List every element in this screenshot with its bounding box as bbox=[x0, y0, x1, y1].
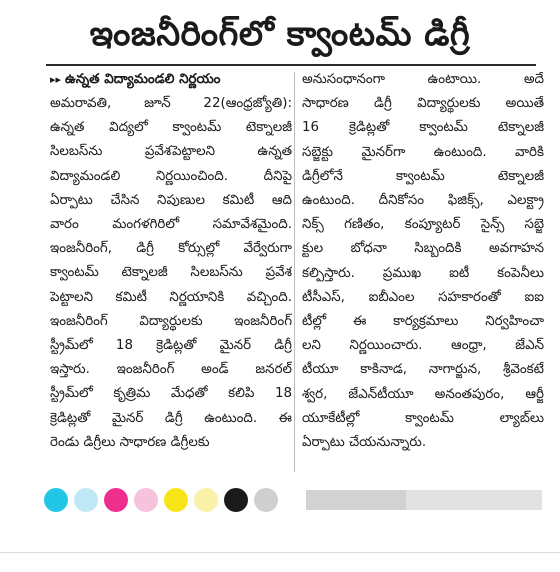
text-line: స్ట్రీమ్‌లో కృత్రిమ మేధతో కలిపి 18 bbox=[50, 386, 292, 402]
text-line: క్వాంటమ్ టెక్నాలజీ సిలబస్‌ను ప్రవేశ bbox=[50, 265, 292, 281]
color-swatch bbox=[224, 488, 248, 512]
text-line: వారం మంగళగిరిలో సమావేశమైంది. bbox=[50, 217, 292, 233]
left-column-text bbox=[50, 92, 292, 455]
text-line: అమరావతి, జూన్ 22(ఆంధ్రజ్యోతి): bbox=[50, 96, 292, 111]
color-swatch bbox=[254, 488, 278, 512]
text-line: ఉంటుంది. దీనికోసం ఫిజిక్స్, ఎలక్ట్రా bbox=[302, 193, 544, 209]
headline-rule bbox=[46, 64, 536, 66]
text-line: నిక్స్ గణితం, కంప్యూటర్ సైన్స్ సబ్జె bbox=[302, 217, 544, 233]
color-swatch bbox=[74, 488, 98, 512]
text-line: టీల్లో ఈ కార్యక్రమాలు నిర్వహించా bbox=[302, 314, 544, 330]
grey-bar-light bbox=[406, 490, 542, 510]
color-swatch-strip bbox=[44, 488, 278, 514]
text-line: పెట్టాలని కమిటీ నిర్ణయానికి వచ్చింది. bbox=[50, 289, 292, 305]
text-line: అనుసంధానంగా ఉంటాయి. అదే bbox=[302, 72, 544, 87]
grey-color-bar bbox=[306, 490, 542, 510]
text-line: క్రెడిట్లతో మైనర్ డిగ్రీ ఉంటుంది. ఈ bbox=[50, 410, 292, 426]
text-line: 16 క్రెడిట్లతో క్వాంటమ్ టెక్నాలజీ bbox=[302, 120, 544, 136]
double-arrow-icon: ▸▸ bbox=[50, 73, 62, 86]
text-line: టీయూ కాకినాడ, నాగార్జున, శ్రీవెంకటే bbox=[302, 362, 544, 378]
text-line: శ్వర, జేఎన్‌టీయూ అనంతపురం, ఆర్జీ bbox=[302, 386, 544, 402]
right-column bbox=[302, 68, 544, 455]
text-line: కల్పిస్తారు. ప్రముఖ ఐటీ కంపెనీలు bbox=[302, 265, 544, 281]
color-swatch bbox=[104, 488, 128, 512]
text-line: టీసీఎస్, ఐబీఎంల సహకారంతో ఐఐ bbox=[302, 289, 544, 305]
text-line: యూకేటీల్లో క్వాంటమ్ ల్యాబ్‌లు bbox=[302, 410, 544, 426]
right-column-text bbox=[302, 68, 544, 455]
text-line: ఇంజనీరింగ్ విద్యార్థులకు ఇంజనీరింగ్ bbox=[50, 313, 292, 329]
color-swatch bbox=[194, 488, 218, 512]
column-divider bbox=[294, 72, 295, 472]
left-column bbox=[50, 68, 292, 455]
bottom-edge-line bbox=[0, 552, 560, 553]
text-line: సిలబస్‌ను ప్రవేశపెట్టాలని ఉన్నత bbox=[50, 144, 292, 160]
headline: ఇంజనీరింగ్‌లో క్వాంటమ్ డిగ్రీ bbox=[89, 14, 471, 54]
grey-bar-dark bbox=[306, 490, 406, 510]
text-line: సాధారణ డిగ్రీ విద్యార్థులకు అయితే bbox=[302, 96, 544, 112]
text-line: ఇస్తారు. ఇంజనీరింగ్ అండ్ జనరల్ bbox=[50, 362, 292, 378]
text-line: క్టుల బోధనా సిబ్బందికి అవగాహన bbox=[302, 241, 544, 257]
subheading bbox=[50, 68, 292, 92]
color-swatch bbox=[134, 488, 158, 512]
text-line: రెండు డిగ్రీలు సాధారణ డిగ్రీలకు bbox=[50, 434, 210, 450]
color-swatch bbox=[164, 488, 188, 512]
color-swatch bbox=[44, 488, 68, 512]
text-line: డిగ్రీలోనే క్వాంటమ్ టెక్నాలజీ bbox=[302, 168, 544, 184]
text-line: స్ట్రీమ్‌లో 18 క్రెడిట్లతో మైనర్ డిగ్రీ bbox=[50, 338, 292, 354]
subheading-text: ఉన్నత విద్యామండలి నిర్ణయం bbox=[65, 72, 221, 87]
text-line: ఏర్పాటు చేయనున్నారు. bbox=[302, 435, 427, 451]
text-line: లని నిర్ణయించారు. ఆంధ్రా, జేఎన్ bbox=[302, 338, 544, 354]
text-line: ఏర్పాటు చేసిన నిపుణుల కమిటీ ఆది bbox=[50, 192, 292, 208]
text-line: సబ్జెక్టు మైనర్‌గా ఉంటుంది. వారికి bbox=[302, 144, 544, 160]
text-line: ఉన్నత విద్యలో క్వాంటమ్ టెక్నాలజీ bbox=[50, 120, 292, 136]
text-line: విద్యామండలి నిర్ణయించింది. దీనిపై bbox=[50, 168, 292, 184]
text-line: ఇంజనీరింగ్, డిగ్రీ కోర్సుల్లో వేర్వేరుగా bbox=[50, 241, 292, 257]
